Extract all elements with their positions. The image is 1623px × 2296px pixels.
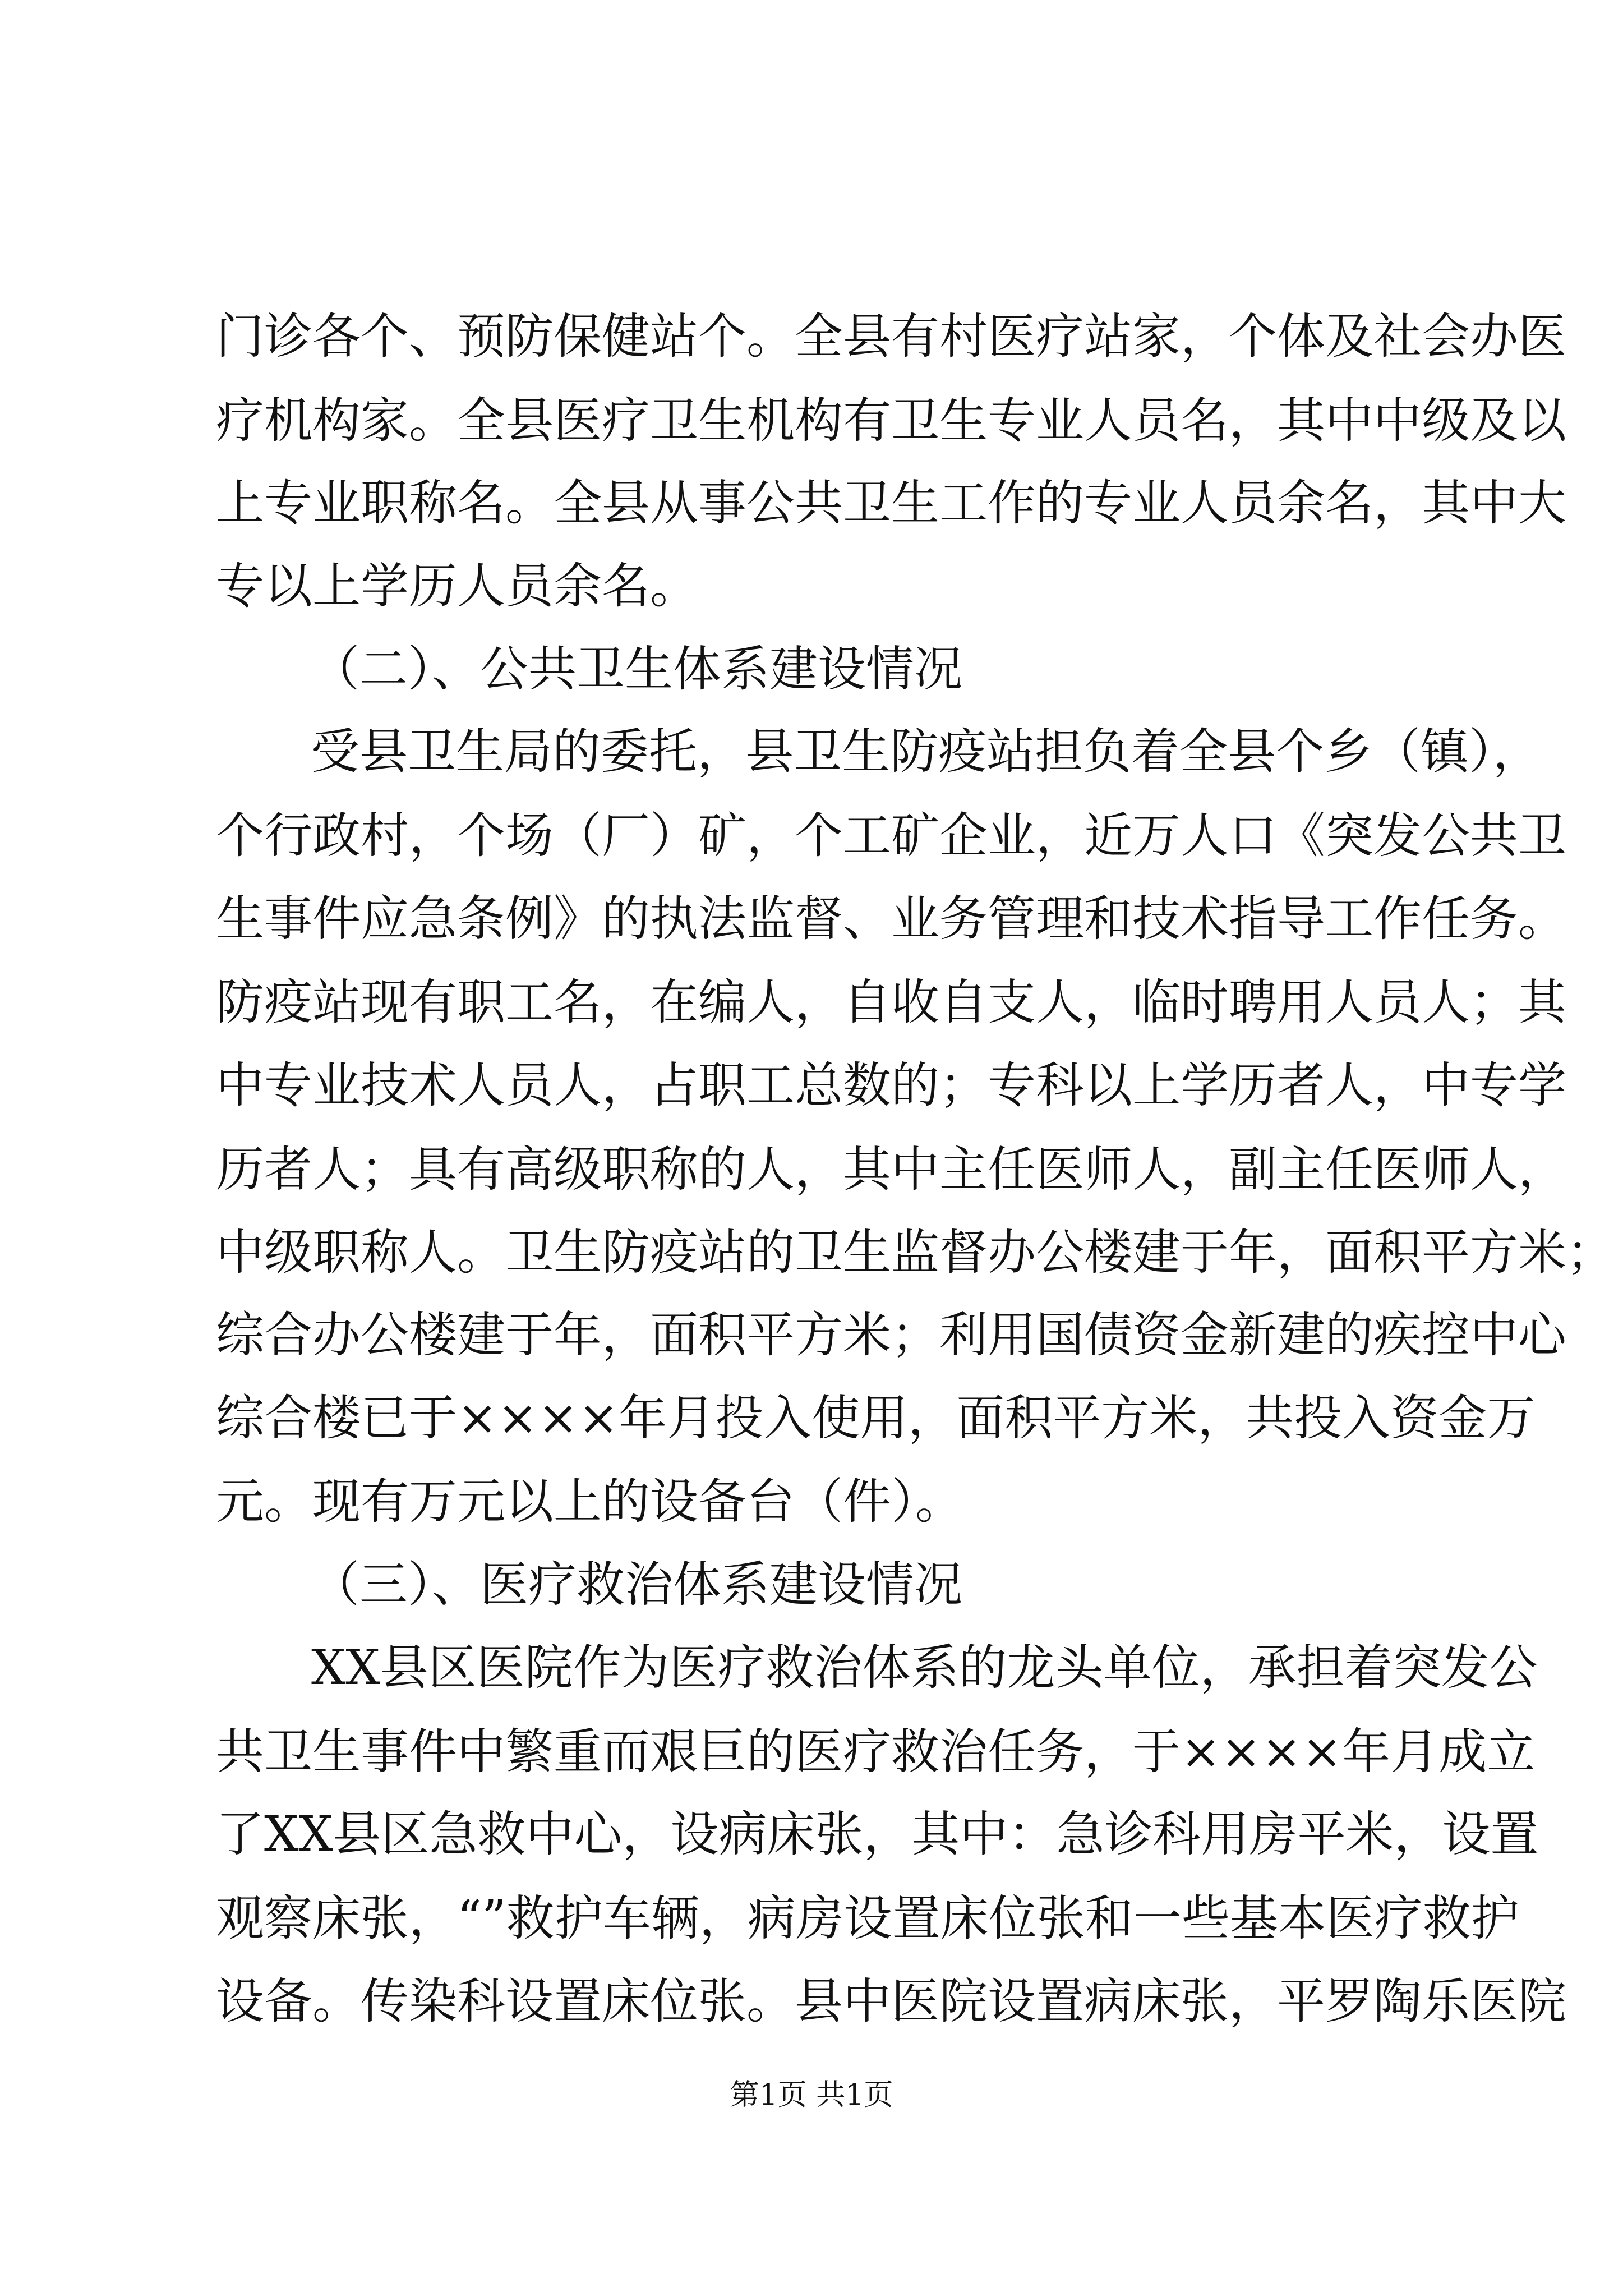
body-text-line: 门诊各个、预防保健站个。全县有村医疗站家，个体及社会办医 xyxy=(216,309,1566,365)
body-text-line: 综合楼已于××××年月投入使用，面积平方米，共投入资金万 xyxy=(216,1390,1536,1446)
body-text-line: 中级职称人。卫生防疫站的卫生监督办公楼建于年，面积平方米； xyxy=(216,1225,1615,1281)
body-text-line: 生事件应急条例》的执法监督、业务管理和技术指导工作任务。 xyxy=(216,891,1566,947)
body-text-line: 共卫生事件中繁重而艰巨的医疗救治任务，于××××年月成立 xyxy=(216,1724,1536,1780)
body-text-line: 防疫站现有职工名，在编人，自收自支人，临时聘用人员人；其 xyxy=(216,974,1566,1030)
section-heading: （二）、公共卫生体系建设情况 xyxy=(311,641,962,697)
body-text-line: 元。现有万元以上的设备台（件）。 xyxy=(216,1474,963,1530)
section-heading: （三）、医疗救治体系建设情况 xyxy=(311,1557,962,1613)
body-text-line: 观察床张，“”救护车辆，病房设置床位张和一些基本医疗救护 xyxy=(216,1890,1519,1947)
body-text-line: 疗机构家。全县医疗卫生机构有卫生专业人员名，其中中级及以 xyxy=(216,393,1566,449)
body-text-line: 历者人；具有高级职称的人，其中主任医师人，副主任医师人， xyxy=(216,1142,1566,1198)
body-text-line: 综合办公楼建于年，面积平方米；利用国债资金新建的疾控中心 xyxy=(216,1307,1566,1363)
body-text-line: 上专业职称名。全县从事公共卫生工作的专业人员余名，其中大 xyxy=(216,475,1566,531)
body-text-line: 了XX县区急救中心，设病床张，其中：急诊科用房平米，设置 xyxy=(216,1806,1539,1862)
body-text-line: 专以上学历人员余名。 xyxy=(216,558,698,614)
body-text-line: 受县卫生局的委托，县卫生防疫站担负着全县个乡（镇）， xyxy=(311,724,1541,780)
body-text-line: 个行政村，个场（厂）矿，个工矿企业，近万人口《突发公共卫 xyxy=(216,808,1566,864)
body-text-line: 中专业技术人员人，占职工总数的；专科以上学历者人，中专学 xyxy=(216,1057,1566,1114)
page-footer: 第1页 共1页 xyxy=(730,2078,893,2112)
body-text-line: 设备。传染科设置床位张。县中医院设置病床张，平罗陶乐医院 xyxy=(216,1973,1566,2030)
body-text-line: XX县区医院作为医疗救治体系的龙头单位，承担着突发公 xyxy=(311,1640,1538,1696)
